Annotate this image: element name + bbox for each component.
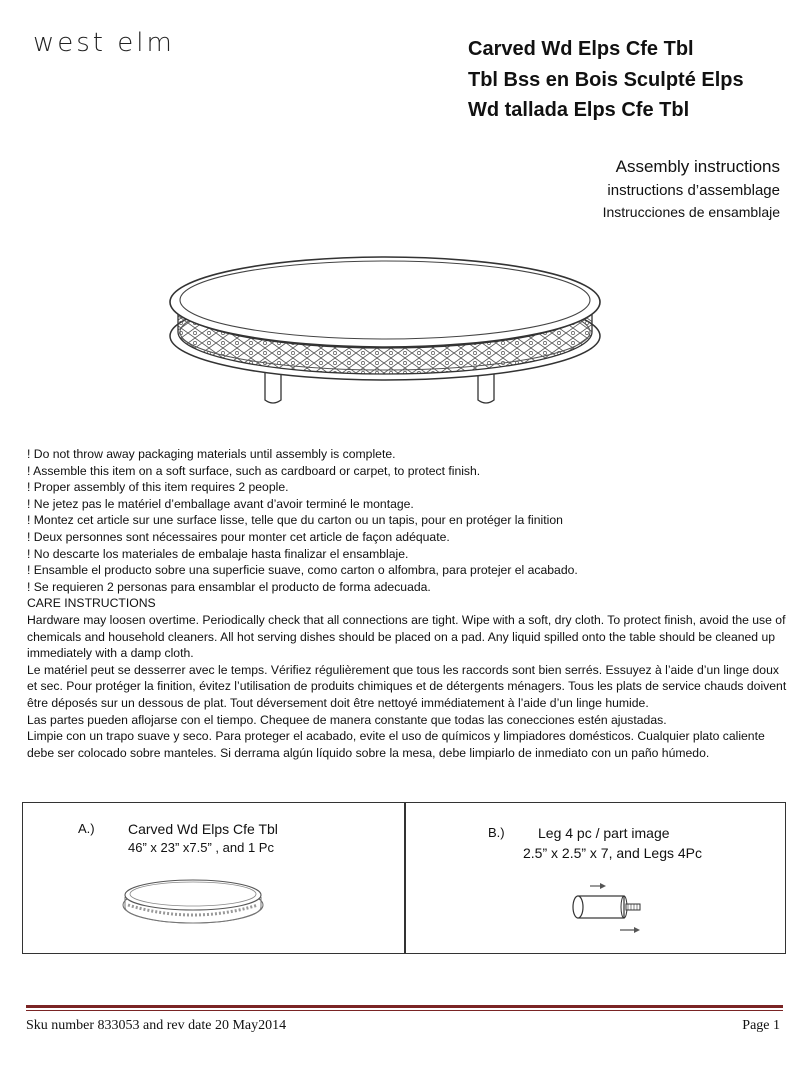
subtitle-spanish: Instrucciones de ensamblaje	[602, 204, 780, 220]
care-spanish-1: Las partes pueden aflojarse con el tiempo. Chequee de manera constante que todas las conecciones estén ajustadas.	[27, 712, 667, 727]
part-b-spec: 2.5” x 2.5” x 7, and Legs 4Pc	[523, 845, 702, 861]
care-heading: CARE INSTRUCTIONS	[27, 596, 156, 611]
warning-line: ! No descarte los materiales de embalaje hasta finalizar el ensamblaje.	[27, 546, 409, 561]
warning-line: ! Proper assembly of this item requires 2 people.	[27, 480, 289, 495]
parts-divider	[404, 803, 406, 953]
sku-label: Sku number 833053 and rev date 20 May2014	[26, 1018, 287, 1033]
part-a-image	[118, 875, 268, 927]
warning-line: ! Montez cet article sur une surface lisse, telle que du carton ou un tapis, pour en protéger la finition	[27, 513, 563, 528]
part-a-name: Carved Wd Elps Cfe Tbl	[128, 821, 278, 837]
care-english: Hardware may loosen overtime. Periodically check that all connections are tight. Wipe with a soft, dry cloth. To protect finish, avoid the use of chemicals and household cleaners. All hot serving dishes should be placed on a pad. Any liquid spilled onto the table should be cleaned up immediately with a damp cloth.	[27, 612, 786, 661]
title-spanish: Wd tallada Elps Cfe Tbl	[468, 99, 690, 121]
warning-line: ! Ensamble el producto sobre una superficie suave, como carton o alfombra, para protejer el acabado.	[27, 563, 578, 578]
arrow-icon	[634, 927, 640, 933]
warning-line: ! Ne jetez pas le matériel d’emballage avant d’avoir terminé le montage.	[27, 496, 414, 511]
part-a-letter: A.)	[78, 821, 95, 836]
warning-line: ! Se requieren 2 personas para ensamblar el producto de forma adecuada.	[27, 579, 431, 594]
warning-line: ! Deux personnes sont nécessaires pour monter cet article de façon adéquate.	[27, 529, 450, 544]
care-french: Le matériel peut se desserrer avec le temps. Vérifiez régulièrement que tous les raccords sont bien serrés. Essuyez à l’aide d’un linge doux et sec. Pour protéger la finition, évitez l’utilisation de produits chimiques et de détergents ménagers. Tous les plats de service chauds doivent être déposés sur un dessous de plat. Tout déversement doit être nettoyé immédiatement à l’aide d’un linge humide.	[27, 662, 787, 710]
subtitle-english: Assembly instructions	[615, 157, 780, 176]
footer-rule	[26, 1005, 783, 1008]
parts-list	[22, 802, 786, 954]
table-illustration	[160, 248, 610, 418]
warning-line: ! Assemble this item on a soft surface, such as cardboard or carpet, to protect finish.	[27, 463, 481, 478]
page-number: Page 1	[742, 1018, 780, 1033]
part-b-image	[568, 878, 668, 940]
table-top	[170, 257, 600, 347]
arrow-icon	[600, 883, 606, 889]
title-french: Tbl Bss en Bois Sculpté Elps	[468, 69, 744, 91]
care-spanish-2: Limpie con un trapo suave y seco. Para proteger el acabado, evite el uso de químicos y limpiadores domésticos. Cualquier plato caliente debe ser colocado sobre manteles. Si derrama algún líquido sobre la mesa, debe limpiarlo de inmediato con un paño húmedo.	[27, 729, 765, 760]
part-b-letter: B.)	[488, 825, 505, 840]
part-a-spec: 46” x 23” x7.5” , and 1 Pc	[128, 840, 274, 855]
title-english: Carved Wd Elps Cfe Tbl	[468, 38, 694, 60]
instructions-text	[27, 446, 787, 761]
footer-rule-thin	[26, 1010, 783, 1011]
brand-logo: west elm	[33, 28, 175, 58]
subtitle-french: instructions d’assemblage	[607, 182, 780, 199]
part-b-name: Leg 4 pc / part image	[538, 825, 670, 841]
warning-line: ! Do not throw away packaging materials until assembly is complete.	[27, 447, 396, 461]
